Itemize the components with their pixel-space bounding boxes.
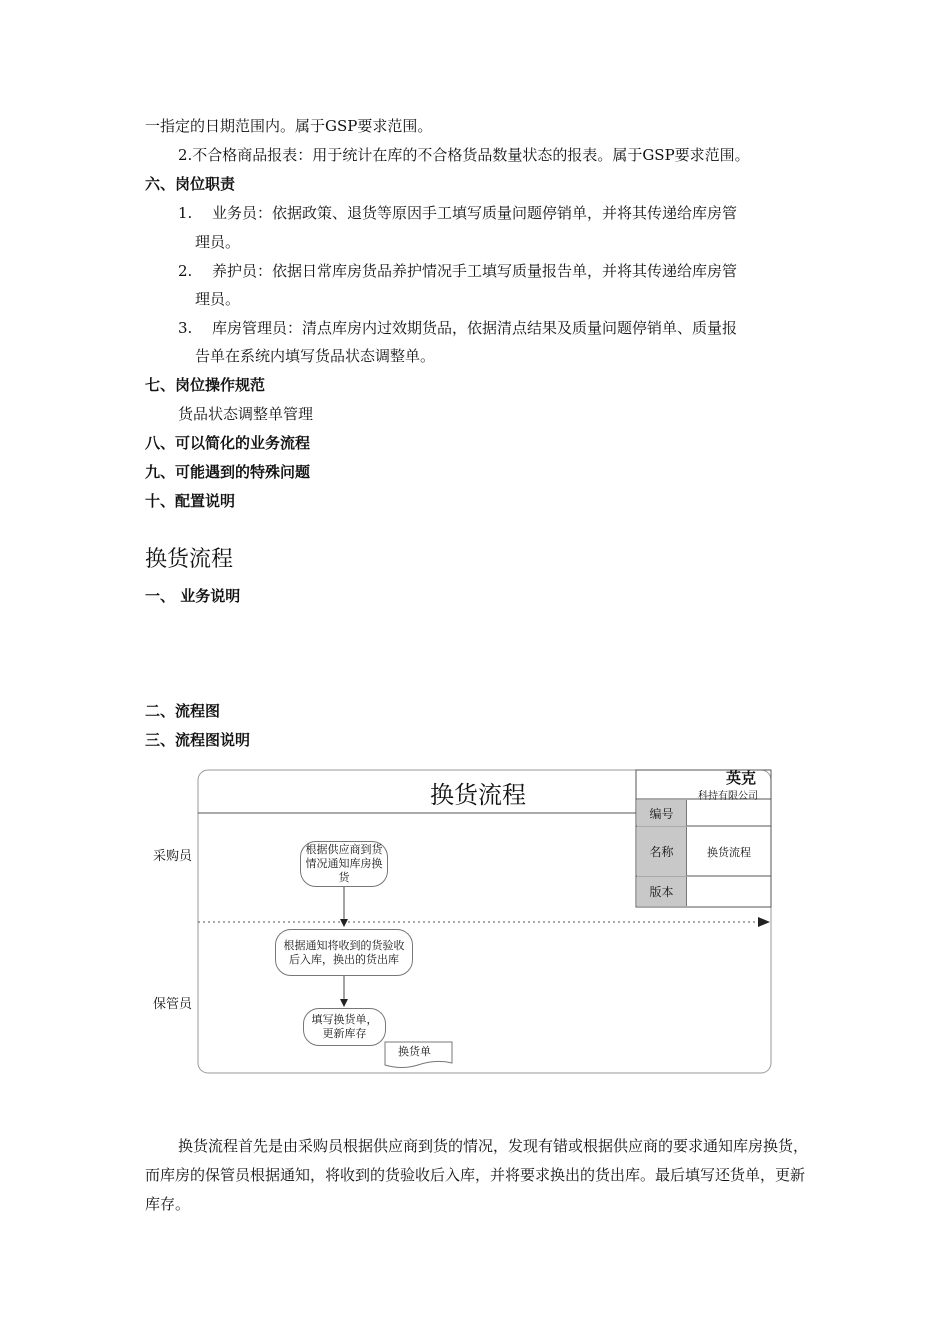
list-text: 库房管理员：清点库房内过效期货品，依据清点结果及质量问题停销单、质量报 xyxy=(212,319,738,337)
flowchart-title: 换货流程 xyxy=(430,781,526,809)
table-label-number: 编号 xyxy=(637,800,687,826)
arrow-head-2 xyxy=(340,999,348,1007)
heading-9: 九、可能遇到的特殊问题 xyxy=(145,463,311,481)
list-number: 3. xyxy=(178,319,193,337)
duty-item-1 xyxy=(178,203,737,223)
table-value-name: 换货流程 xyxy=(707,845,751,859)
duty-item-2-cont: 理员。 xyxy=(195,290,241,308)
section-heading-3: 三、流程图说明 xyxy=(145,731,251,749)
heading-6: 六、岗位职责 xyxy=(145,175,236,193)
heading-7: 七、岗位操作规范 xyxy=(145,376,266,394)
company-logo: 英克 xyxy=(726,769,757,787)
section-heading-1: 一、 业务说明 xyxy=(145,587,241,605)
list-number: 1. xyxy=(178,204,193,222)
section-title: 换货流程 xyxy=(145,547,234,572)
duty-item-3 xyxy=(178,318,737,338)
company-name: 科持有限公司 xyxy=(698,791,758,802)
flow-step-update: 填写换货单，更新库存 xyxy=(303,1008,386,1046)
heading-10: 十、配置说明 xyxy=(145,492,236,510)
duty-item-1-cont: 理员。 xyxy=(195,233,241,251)
text-line: 一指定的日期范围内。属于GSP要求范围。 xyxy=(145,117,433,135)
flowchart xyxy=(140,765,780,1080)
text-line: 货品状态调整单管理 xyxy=(178,405,314,423)
duty-item-3-cont: 告单在系统内填写货品状态调整单。 xyxy=(195,347,436,365)
lane-label-buyer: 采购员 xyxy=(153,849,193,864)
list-number: 2. xyxy=(178,262,193,280)
body-paragraph: 换货流程首先是由采购员根据供应商到货的情况，发现有错或根据供应商的要求通知库房换货，而库房的保管员根据通知，将收到的货验收后入库，并将要求换出的货出库。最后填写还货单，更新库存。 xyxy=(145,1137,809,1213)
table-label-name: 名称 xyxy=(637,827,687,876)
lane-label-keeper: 保管员 xyxy=(153,997,193,1012)
document-label: 换货单 xyxy=(398,1045,431,1058)
arrow-head-1 xyxy=(340,919,348,927)
list-text: 业务员：依据政策、退货等原因手工填写质量问题停销单，并将其传递给库房管 xyxy=(212,204,738,222)
duty-item-2 xyxy=(178,261,737,281)
table-value-number xyxy=(688,800,770,826)
flow-step-notify: 根据供应商到货情况通知库房换货 xyxy=(300,841,388,887)
table-value-version xyxy=(688,877,770,906)
table-label-version: 版本 xyxy=(637,877,687,906)
lane-arrow-head xyxy=(758,917,770,927)
section-heading-2: 二、流程图 xyxy=(145,702,221,720)
text-line: 2.不合格商品报表：用于统计在库的不合格货品数量状态的报表。属于GSP要求范围。 xyxy=(178,146,750,164)
heading-8: 八、可以简化的业务流程 xyxy=(145,434,311,452)
flow-step-receive: 根据通知将收到的货验收后入库，换出的货出库 xyxy=(275,929,413,976)
list-text: 养护员：依据日常库房货品养护情况手工填写质量报告单，并将其传递给库房管 xyxy=(212,262,738,280)
